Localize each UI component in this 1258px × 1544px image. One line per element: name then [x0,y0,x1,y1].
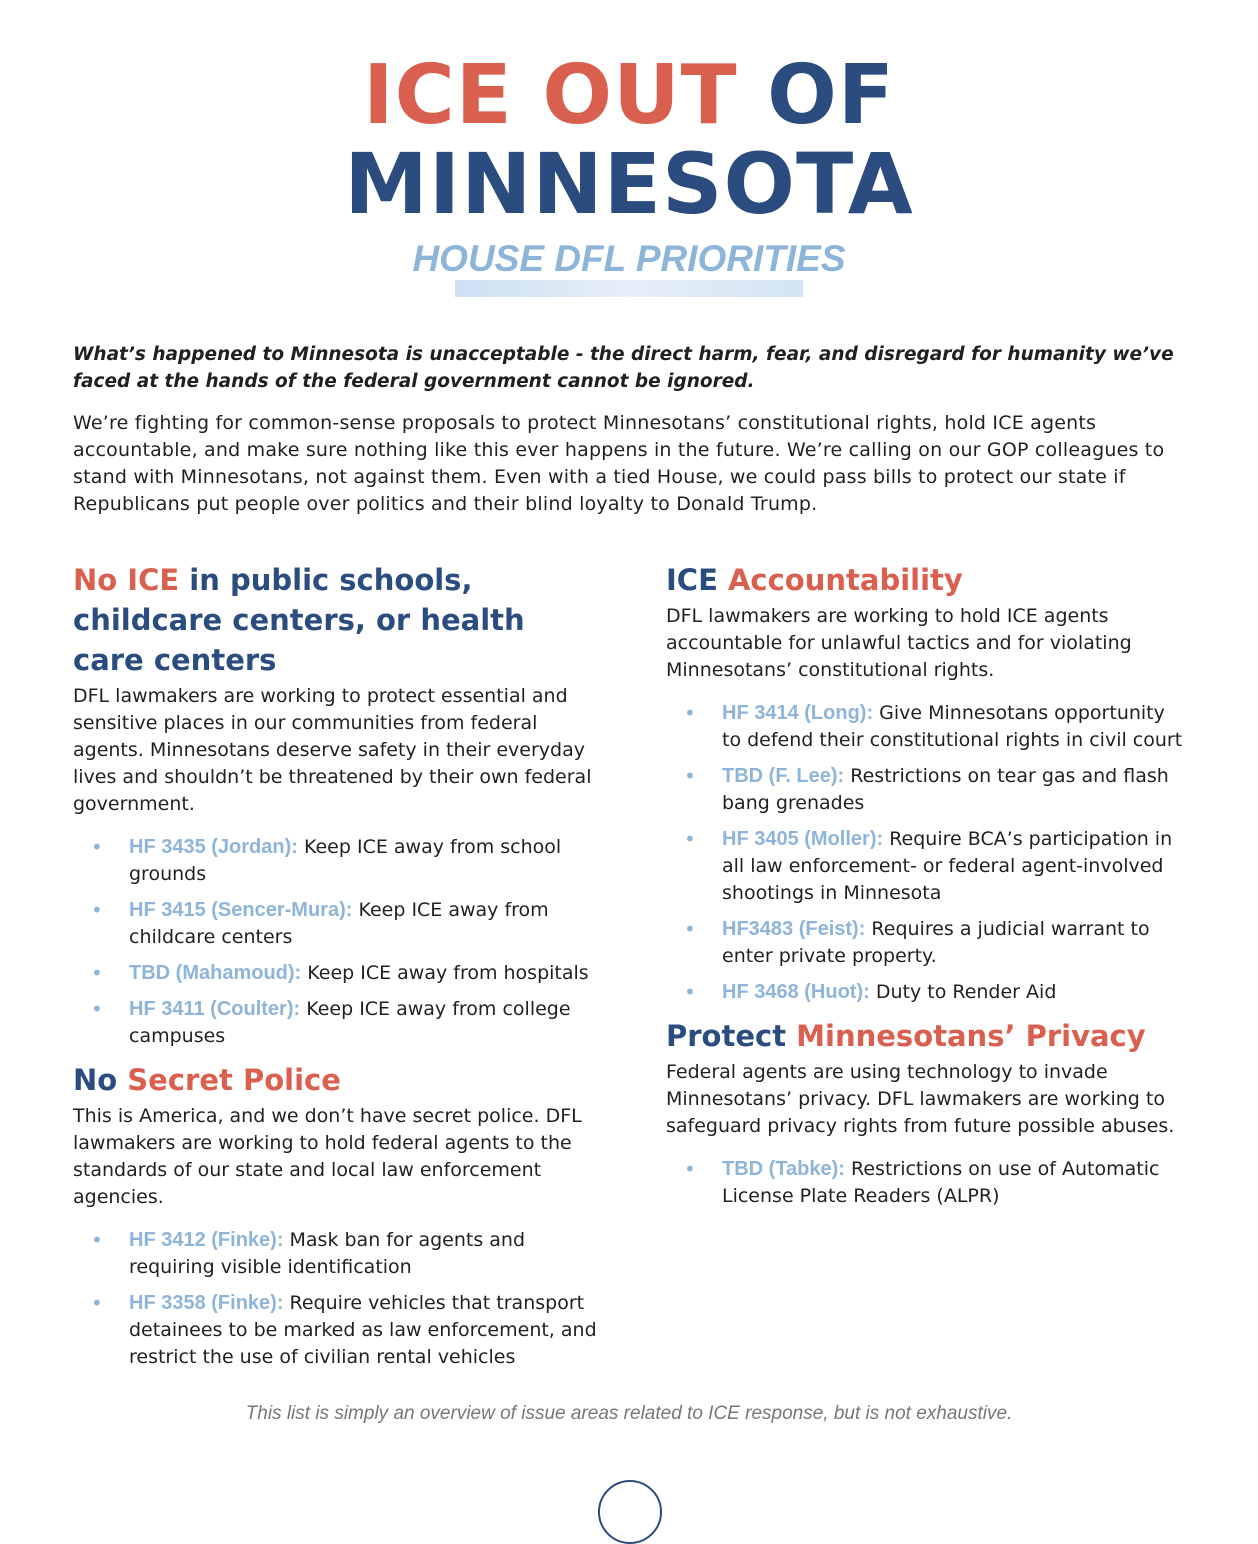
bullet-icon: • [684,1157,696,1181]
bill-number: HF 3412 (Finke): [129,1229,284,1251]
title-of: OF [767,48,895,143]
list-item [73,960,603,987]
bill-description: Require vehicles that transport detainees to be marked as law enforcement, and restrict the use of civilian rental vehicles [129,1292,597,1368]
bill-description: Mask ban for agents and requiring visible identification [129,1229,526,1278]
bill-number: HF 3414 (Long): [722,702,874,724]
bill-number: TBD (Tabke): [722,1158,845,1180]
bill-description: Keep ICE away from hospitals [301,962,589,984]
heading-highlight: Secret Police [127,1063,341,1097]
bullet-icon: • [91,1291,103,1315]
section-description: DFL lawmakers are working to protect essential and sensitive places in our communities from federal agents. Minnesotans deserve safety in their everyday lives and shouldn’t be threatened by their own federal government. [73,685,592,815]
list-item [73,897,603,951]
bill-number: HF3483 (Feist): [722,918,866,940]
list-item [666,979,1186,1006]
bill-number: HF 3411 (Coulter): [129,998,301,1020]
right-column [666,560,1186,1219]
list-item [666,826,1186,907]
bullet-icon: • [91,835,103,859]
bill-description: Requires a judicial warrant to enter private property. [722,918,1150,967]
bill-number: TBD (Mahamoud): [129,962,302,984]
bill-list [73,834,603,1050]
list-item [73,1227,603,1281]
section-heading-no-ice [73,560,603,680]
list-item [666,763,1186,817]
bullet-icon: • [684,764,696,788]
heading-prefix: Protect [666,1019,797,1053]
section-description: This is America, and we don’t have secret police. DFL lawmakers are working to hold federal agents to the standards of our state and local law enforcement agencies. [73,1105,582,1208]
bill-number: HF 3435 (Jordan): [129,836,298,858]
list-item [73,996,603,1050]
section-heading-ice-accountability [666,560,1186,600]
heading-prefix: No [73,1063,128,1097]
bill-number: HF 3415 (Sencer-Mura): [129,899,353,921]
heading-prefix: ICE [666,563,728,597]
section-description: Federal agents are using technology to invade Minnesotans’ privacy. DFL lawmakers are working to safeguard privacy rights from future possible abuses. [666,1061,1175,1137]
bill-description: Give Minnesotans opportunity to defend their constitutional rights in civil court [722,702,1183,751]
bill-number: HF 3405 (Moller): [722,828,884,850]
bullet-icon: • [684,917,696,941]
bullet-icon: • [684,980,696,1004]
list-item [666,1156,1186,1210]
bill-description: Restrictions on use of Automatic License Plate Readers (ALPR) [722,1158,1160,1207]
bill-description: Keep ICE away from school grounds [129,836,562,885]
bill-list [666,700,1186,1006]
intro-bold-statement: What’s happened to Minnesota is unacceptable - the direct harm, fear, and disregard for humanity we’ve faced at the hands of the federal government cannot be ignored. [73,344,1174,392]
bill-description: Keep ICE away from childcare centers [129,899,549,948]
title-ice-out: ICE OUT [363,48,738,143]
list-item [73,834,603,888]
list-item [73,1290,603,1371]
bullet-icon: • [91,997,103,1021]
bill-description: Restrictions on tear gas and flash bang grenades [722,765,1169,814]
bill-description: Require BCA’s participation in all law enforcement- or federal agent-involved shootings in Minnesota [722,828,1173,904]
bill-number: TBD (F. Lee): [722,765,845,787]
bullet-icon: • [684,827,696,851]
section-heading-privacy [666,1016,1186,1056]
left-column [73,560,603,1380]
bill-description: Keep ICE away from college campuses [129,998,571,1047]
section-description: DFL lawmakers are working to hold ICE agents accountable for unlawful tactics and for violating Minnesotans’ constitutional rights. [666,605,1132,681]
list-item [666,916,1186,970]
subtitle-underline [455,280,803,297]
bill-description: Duty to Render Aid [869,981,1057,1003]
bullet-icon: • [91,1228,103,1252]
page-title-line2: MINNESOTA [344,135,914,233]
bill-number: HF 3358 (Finke): [129,1292,284,1314]
bill-list [666,1156,1186,1210]
heading-highlight: Minnesotans’ Privacy [796,1019,1146,1053]
section-heading-secret-police [73,1060,603,1100]
heading-highlight: No ICE [73,563,180,597]
page-title-line1 [0,48,1258,143]
bullet-icon: • [91,961,103,985]
heading-rest: in public schools, childcare centers, or health care centers [73,563,525,677]
heading-highlight: Accountability [727,563,963,597]
page-subtitle: HOUSE DFL PRIORITIES [412,238,846,279]
bullet-icon: • [91,898,103,922]
footer-disclaimer: This list is simply an overview of issue areas related to ICE response, but is not exhaustive. [245,1403,1013,1424]
list-item [666,700,1186,754]
bullet-icon: • [684,701,696,725]
intro-paragraph: We’re fighting for common-sense proposals to protect Minnesotans’ constitutional rights, hold ICE agents accountable, and make sure nothing like this ever happens in the future. We’re calling on our GOP colleagues to stand with Minnesotans, not against them. Even with a tied House, we could pass bills to protect our state if Republicans put people over politics and their blind loyalty to Donald Trump. [73,412,1165,515]
bill-list [73,1227,603,1371]
bill-number: HF 3468 (Huot): [722,981,870,1003]
